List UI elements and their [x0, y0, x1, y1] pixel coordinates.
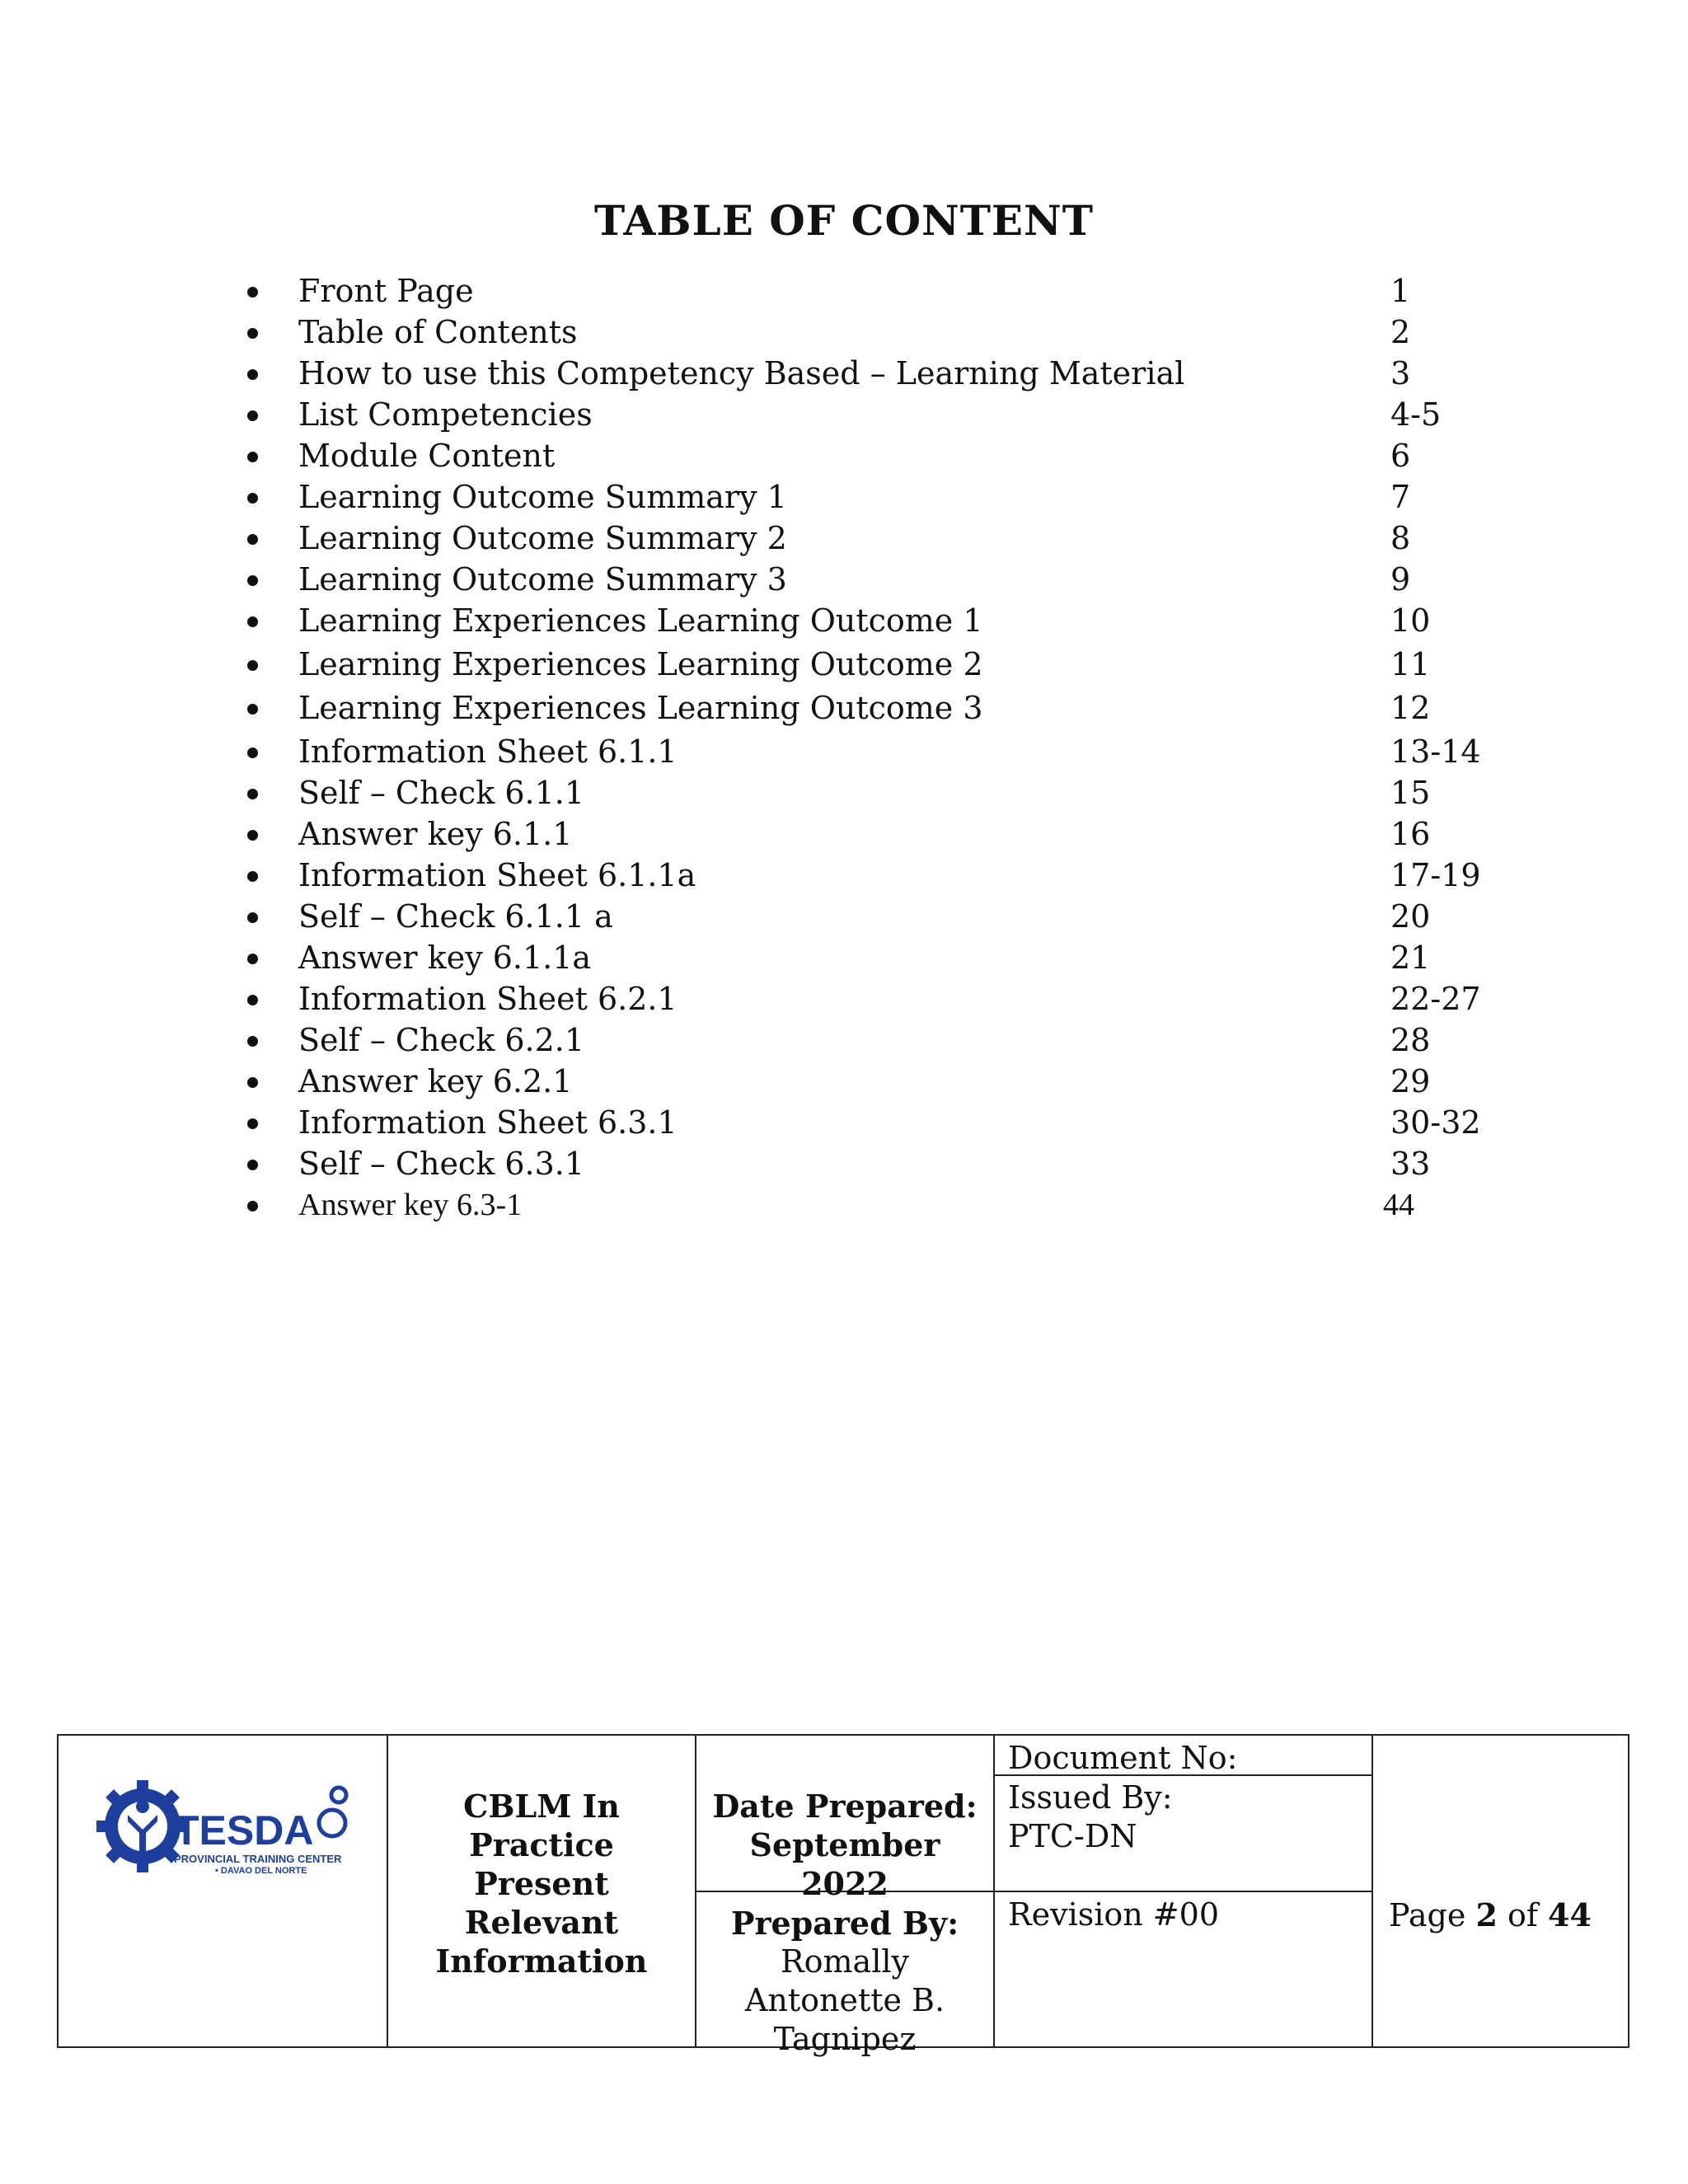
- toc-entry-page: 20: [1390, 898, 1431, 935]
- toc-entry-page: 29: [1390, 1063, 1431, 1099]
- toc-entry: [247, 1061, 1566, 1102]
- toc-entry-label: Learning Experiences Learning Outcome 2: [298, 646, 983, 682]
- bullet-icon: [247, 995, 258, 1005]
- date-prepared-month: September: [749, 1826, 940, 1863]
- issued-by: [1008, 1779, 1173, 1856]
- toc-entry-label: Table of Contents: [298, 314, 578, 350]
- toc-entry: [247, 1102, 1566, 1143]
- toc-entry-label: How to use this Competency Based – Learning Material: [298, 355, 1185, 391]
- bullet-icon: [247, 369, 258, 380]
- toc-entry: [247, 476, 1566, 518]
- bullet-icon: [247, 954, 258, 964]
- toc-entry-label: Learning Outcome Summary 2: [298, 520, 787, 556]
- toc-entry-label: Learning Experiences Learning Outcome 1: [298, 602, 983, 639]
- issued-by-value: PTC-DN: [1008, 1818, 1137, 1854]
- bullet-icon: [247, 1036, 258, 1047]
- bullet-icon: [247, 616, 258, 627]
- toc-entry: [247, 813, 1566, 855]
- toc-entry: [247, 855, 1566, 896]
- toc-entry-page: 33: [1390, 1146, 1431, 1182]
- toc-entry: [247, 353, 1566, 394]
- toc-entry-label: List Competencies: [298, 396, 593, 433]
- document-footer-table: [57, 1734, 1629, 2057]
- page-current: 2: [1475, 1896, 1498, 1933]
- prepared-by-name: Antonette B.: [744, 1982, 945, 2018]
- toc-entry-label: Self – Check 6.1.1: [298, 775, 585, 811]
- bullet-icon: [247, 575, 258, 586]
- toc-entry-page: 4-5: [1390, 396, 1442, 433]
- bullet-icon: [247, 452, 258, 462]
- toc-entry-label: Learning Outcome Summary 3: [298, 561, 787, 598]
- cblm-title: [388, 1787, 695, 1980]
- toc-entry-page: 11: [1390, 646, 1431, 682]
- toc-entry: [247, 644, 1566, 687]
- prepared-by-label: Prepared By:: [730, 1905, 959, 1942]
- prepared-by-name: Tagnipez: [773, 2021, 917, 2057]
- date-prepared-year: 2022: [801, 1865, 889, 1902]
- page-total: 44: [1548, 1896, 1592, 1933]
- toc-entry: [247, 1143, 1566, 1184]
- toc-entry-page: 30-32: [1390, 1104, 1481, 1141]
- toc-entry-label: Learning Experiences Learning Outcome 3: [298, 690, 983, 726]
- toc-entry-label: Information Sheet 6.1.1a: [298, 857, 696, 893]
- toc-entry: [247, 687, 1566, 731]
- page-title: TABLE OF CONTENT: [594, 196, 1094, 245]
- toc-entry: [247, 731, 1566, 772]
- toc-entry-label: Module Content: [298, 438, 556, 474]
- cblm-line: Practice: [469, 1826, 614, 1863]
- toc-entry-page: 21: [1390, 940, 1431, 976]
- toc-entry-page: 13-14: [1390, 733, 1481, 770]
- logo-subtext-1: PROVINCIAL TRAINING CENTER: [174, 1853, 342, 1865]
- toc-entry-page: 8: [1390, 520, 1411, 556]
- toc-entry-label: Answer key 6.2.1: [298, 1063, 573, 1099]
- toc-entry-page: 44: [1383, 1188, 1414, 1222]
- date-prepared-label: Date Prepared:: [712, 1788, 978, 1825]
- bullet-icon: [247, 1160, 258, 1170]
- toc-entry-page: 7: [1390, 479, 1411, 515]
- toc-entry-label: Answer key 6.3-1: [298, 1188, 523, 1222]
- toc-entry-page: 15: [1390, 775, 1431, 811]
- prepared-by-name: Romally: [781, 1943, 909, 1980]
- toc-entry-label: Self – Check 6.2.1: [298, 1022, 585, 1058]
- toc-entry-page: 10: [1390, 602, 1431, 639]
- toc-entry-page: 9: [1390, 561, 1411, 598]
- toc-entry-label: Learning Outcome Summary 1: [298, 479, 787, 515]
- toc-entry: [247, 896, 1566, 937]
- bullet-icon: [247, 493, 258, 504]
- cblm-line: Present: [474, 1865, 609, 1902]
- toc-entry-page: 2: [1390, 314, 1411, 350]
- table-of-contents: [247, 270, 1566, 1226]
- cblm-line: Relevant: [464, 1904, 619, 1941]
- bullet-icon: [247, 660, 258, 671]
- bullet-icon: [247, 789, 258, 799]
- toc-entry-label: Self – Check 6.1.1 a: [298, 898, 613, 935]
- bullet-icon: [247, 410, 258, 421]
- cblm-line: CBLM In: [463, 1788, 620, 1825]
- toc-entry: [247, 394, 1566, 435]
- bullet-icon: [247, 534, 258, 545]
- toc-entry: [247, 312, 1566, 353]
- page-of: of: [1507, 1897, 1538, 1933]
- toc-entry-label: Answer key 6.1.1: [298, 816, 573, 852]
- toc-entry: [247, 518, 1566, 559]
- toc-entry-page: 17-19: [1390, 857, 1481, 893]
- toc-entry: [247, 1184, 1566, 1226]
- toc-entry-page: 12: [1390, 690, 1431, 726]
- page-prefix: Page: [1389, 1897, 1466, 1933]
- toc-entry: [247, 978, 1566, 1019]
- toc-entry-label: Information Sheet 6.3.1: [298, 1104, 678, 1141]
- issued-by-label: Issued By:: [1008, 1779, 1173, 1816]
- date-prepared: [696, 1787, 993, 1903]
- bullet-icon: [247, 287, 258, 298]
- toc-entry: [247, 600, 1566, 644]
- logo-text: TESDA: [174, 1807, 314, 1854]
- prepared-by: [696, 1904, 993, 2059]
- bullet-icon: [247, 1077, 258, 1088]
- toc-entry-label: Self – Check 6.3.1: [298, 1146, 585, 1182]
- bullet-icon: [247, 748, 258, 758]
- toc-entry-page: 22-27: [1390, 981, 1481, 1017]
- page-number: [1389, 1896, 1592, 1935]
- bullet-icon: [247, 704, 258, 715]
- toc-entry-label: Information Sheet 6.1.1: [298, 733, 678, 770]
- toc-entry: [247, 435, 1566, 476]
- toc-entry-page: 6: [1390, 438, 1411, 474]
- toc-entry-page: 28: [1390, 1022, 1431, 1058]
- logo-subtext-2: • DAVAO DEL NORTE: [215, 1866, 307, 1876]
- toc-entry: [247, 559, 1566, 600]
- bullet-icon: [247, 1201, 258, 1212]
- toc-entry: [247, 270, 1566, 312]
- bullet-icon: [247, 328, 258, 339]
- toc-entry: [247, 1019, 1566, 1061]
- bullet-icon: [247, 871, 258, 882]
- bullet-icon: [247, 912, 258, 923]
- toc-entry-page: 16: [1390, 816, 1431, 852]
- toc-entry-label: Answer key 6.1.1a: [298, 940, 592, 976]
- document-no: Document No:: [1008, 1740, 1238, 1776]
- toc-entry-page: 3: [1390, 355, 1411, 391]
- bullet-icon: [247, 1118, 258, 1129]
- toc-entry-label: Information Sheet 6.2.1: [298, 981, 678, 1017]
- tesda-logo: [91, 1777, 372, 1884]
- toc-entry: [247, 937, 1566, 978]
- toc-entry-page: 1: [1390, 273, 1411, 309]
- toc-entry: [247, 772, 1566, 813]
- toc-entry-label: Front Page: [298, 273, 474, 309]
- cblm-line: Information: [435, 1943, 648, 1980]
- revision: Revision #00: [1008, 1896, 1219, 1933]
- bullet-icon: [247, 830, 258, 841]
